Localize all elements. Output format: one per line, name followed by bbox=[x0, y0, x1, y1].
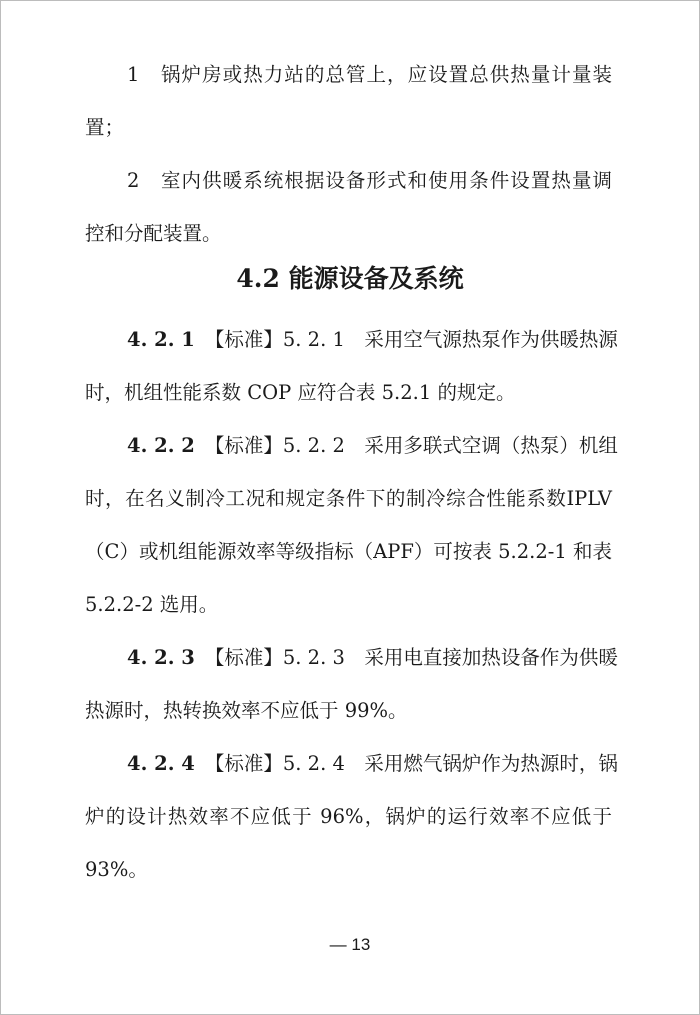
clause-text: 【标准】5. 2. 3 采用电直接加热设备作为供暖 bbox=[204, 646, 618, 669]
clause-4-2-4-line-1 bbox=[127, 750, 618, 778]
clause-4-2-3-line-2: 热源时，热转换效率不应低于 99%。 bbox=[85, 699, 408, 722]
clause-text: 【标准】5. 2. 1 采用空气源热泵作为供暖热源 bbox=[204, 328, 618, 351]
clause-4-2-4-line-2: 炉的设计热效率不应低于 96%，锅炉的运行效率不应低于 bbox=[85, 805, 612, 828]
clause-number: 4. 2. 4 bbox=[127, 752, 195, 775]
clause-4-2-1-line-2: 时，机组性能系数 COP 应符合表 5.2.1 的规定。 bbox=[85, 381, 516, 404]
section-heading: 4.2 能源设备及系统 bbox=[236, 264, 464, 293]
clause-number: 4. 2. 3 bbox=[127, 646, 195, 669]
clause-4-2-4-line-3: 93%。 bbox=[85, 858, 148, 881]
clause-text: 【标准】5. 2. 2 采用多联式空调（热泵）机组 bbox=[204, 434, 618, 457]
paragraph-2-line-2: 控和分配装置。 bbox=[85, 222, 222, 245]
clause-number: 4. 2. 2 bbox=[127, 434, 195, 457]
clause-number: 4. 2. 1 bbox=[127, 328, 195, 351]
clause-4-2-2-line-4: 5.2.2-2 选用。 bbox=[85, 593, 219, 616]
paragraph-2-line-1: 2 室内供暖系统根据设备形式和使用条件设置热量调 bbox=[127, 169, 612, 192]
clause-text: 【标准】5. 2. 4 采用燃气锅炉作为热源时，锅 bbox=[204, 752, 618, 775]
clause-4-2-2-line-2: 时，在名义制冷工况和规定条件下的制冷综合性能系数IPLV bbox=[85, 487, 612, 510]
clause-4-2-2-line-1 bbox=[127, 432, 618, 460]
page-number: — 13 bbox=[329, 935, 371, 954]
clause-4-2-1-line-1 bbox=[127, 326, 618, 354]
paragraph-1-line-2: 置； bbox=[85, 116, 125, 139]
clause-4-2-2-line-3: （C）或机组能源效率等级指标（APF）可按表 5.2.2-1 和表 bbox=[85, 540, 612, 563]
paragraph-1-line-1: 1 锅炉房或热力站的总管上，应设置总供热量计量装 bbox=[127, 63, 612, 86]
clause-4-2-3-line-1 bbox=[127, 644, 618, 672]
